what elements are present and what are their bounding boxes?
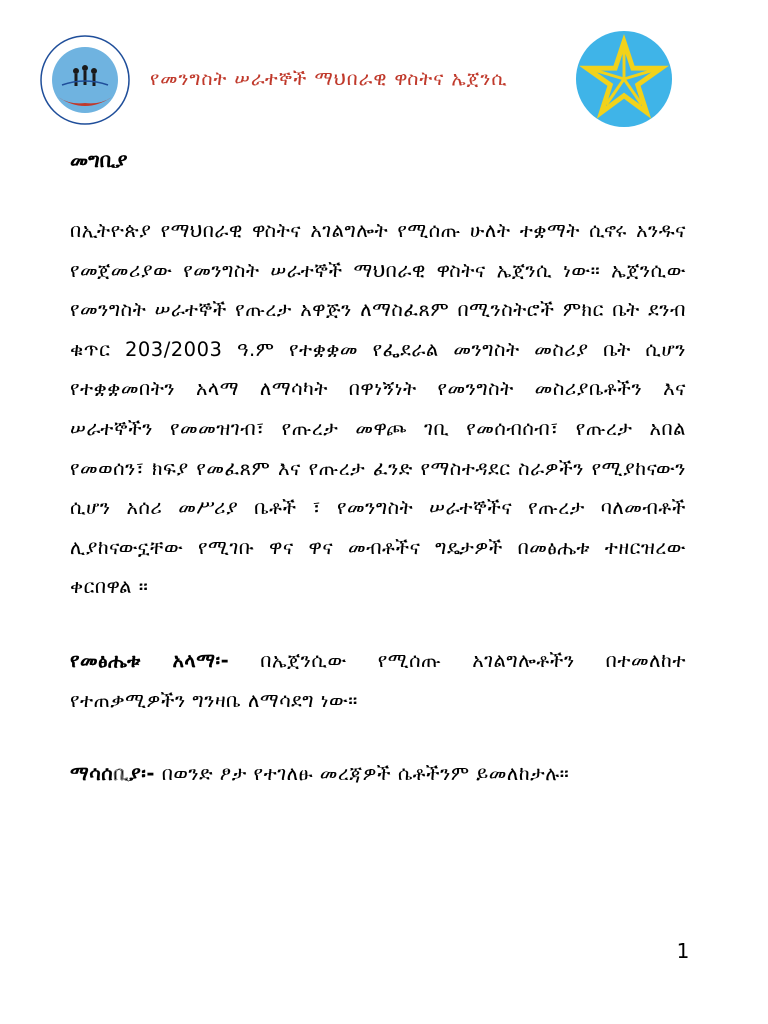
purpose-label: የመፅሔቱ አላማ፡- [70, 648, 230, 672]
agency-title: የመንግስት ሠራተኞች ማህበራዊ ዋስትና ኤጀንሲ [150, 68, 508, 90]
agency-logo [40, 35, 130, 125]
purpose-text: በኤጀንሲው የሚሰጡ አገልግሎቶችን በተመለከተ የተጠቃሚዎችን ግንዛቤ ለማሳደግ ነው። [70, 648, 686, 712]
note-label: ማሳሰቢያ፡- [70, 762, 155, 786]
section-heading: መግቢያ [70, 148, 128, 172]
document-body [70, 125, 686, 794]
purpose-paragraph [70, 641, 686, 720]
note-paragraph [70, 754, 686, 794]
document-header [0, 0, 768, 130]
intro-paragraph: በኢትዮጵያ የማህበራዊ ዋስትና አገልግሎት የሚሰጡ ሁለት ተቋማት ሲኖሩ አንዱና የመጀመሪያው የመንግስት ሠራተኞች ማህበራዊ ዋስትና ኤጀንሲ ነው። ኤጀንሲው የመንግስት ሠራተኞች የጡረታ አዋጅን ለማስፈጸም በሚንስትሮች ምክር ቤት ደንብ ቁጥር 203/2003 ዓ.ም የተቋቋመ የፌደራል መንግስት መስሪያ ቤት ሲሆን የተቋቋመበትን አላማ ለማሳካት በዋነኝነት የመንግስት መስሪያቤቶችን እና ሠራተኞችን የመመዝገብ፣ የጡረታ መዋጮ ገቢ የመሰብሰብ፣ የጡረታ አበል የመወሰን፣ ክፍያ የመፈጸም እና የጡረታ ፈንድ የማስተዳደር ስራዎችን የሚያከናውን ሲሆን አሰሪ መሥሪያ ቤቶች ፣ የመንግስት ሠራተኞችና የጡረታ ባለመብቶች ሊያከናውኗቸው የሚገቡ ዋና ዋና መብቶችና ግዴታዎች በመፅሔቱ ተዘርዝረው ቀርበዋል ። [70, 219, 686, 599]
page-number: 1 [676, 939, 690, 963]
note-text: በወንድ ፆታ የተገለፁ መረጃዎች ሴቶችንም ይመለከታሉ። [155, 762, 570, 786]
ethiopian-emblem-icon [575, 30, 673, 128]
